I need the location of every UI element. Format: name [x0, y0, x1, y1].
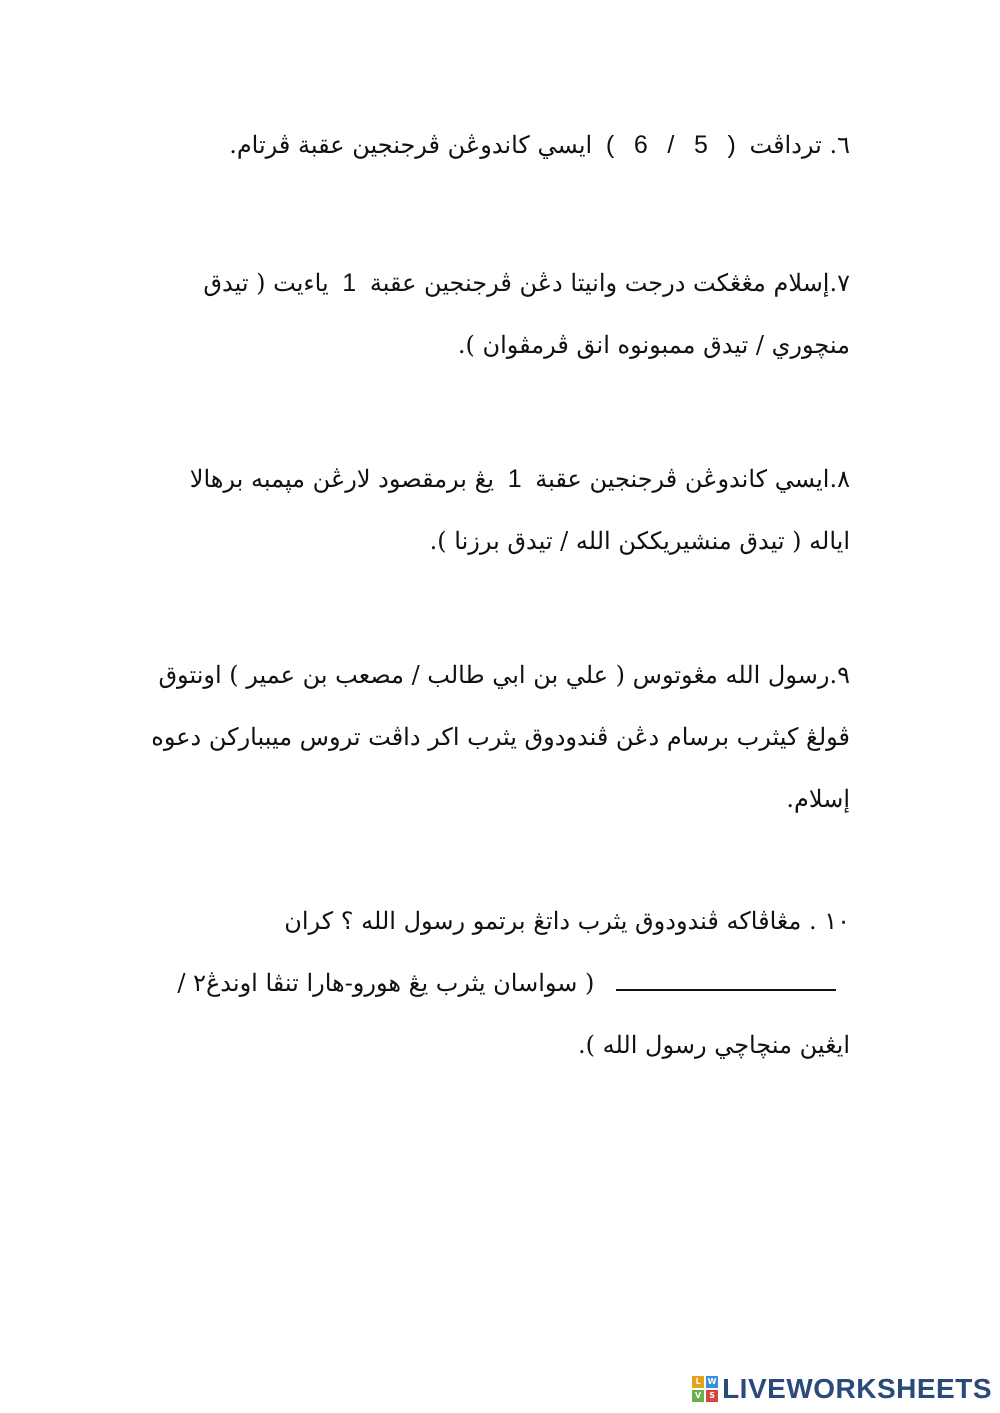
logo-letter: L	[692, 1376, 704, 1388]
question-8	[170, 448, 850, 572]
question-number: ٦.	[829, 131, 850, 159]
question-options[interactable]: ( سواسان يثرب يڠ هورو-هارا تنڤا اوندڠ٢ / ايڠين منچاچي رسول الله ).	[177, 969, 850, 1059]
question-text: ايسي كاندوڠن ڤرجنجين عقبة	[535, 465, 830, 493]
liveworksheets-logo	[692, 1371, 992, 1407]
question-number: ٩.	[829, 661, 850, 689]
question-number: ٧.	[829, 269, 850, 297]
option-separator: /	[667, 131, 675, 159]
question-text[interactable]: يڠ برمقصود لارڠن مپمبه برهالا اياله ( تيدق منشيريككن الله / تيدق برزنا ).	[189, 465, 850, 555]
question-number: ٨.	[829, 465, 850, 493]
number-one: 1	[507, 465, 522, 493]
option-b[interactable]: 6	[633, 131, 648, 159]
question-text: ترداڤت	[749, 131, 822, 159]
close-paren: )	[605, 131, 615, 159]
option-a[interactable]: 5	[693, 131, 708, 159]
number-one: 1	[342, 269, 357, 297]
open-paren: (	[727, 131, 736, 159]
question-9	[150, 644, 850, 830]
question-10	[120, 890, 850, 1076]
question-text: مڠاڤاكه ڤندودوق يثرب داتڠ برتمو رسول الله ؟ كران	[284, 907, 802, 935]
logo-letter: V	[692, 1390, 704, 1402]
question-number: ١٠ .	[808, 907, 850, 935]
logo-icon	[692, 1376, 718, 1402]
question-7	[170, 252, 850, 376]
question-text: إسلام مڠڠكت درجت وانيتا دڠن ڤرجنجين عقبة	[369, 269, 830, 297]
question-text[interactable]: رسول الله مڠوتوس ( علي بن ابي طالب / مصعب بن عمير ) اونتوق ڤولڠ كيثرب برسام دڠن ڤندودوق يثرب اكر داڤت تروس ميبباركن دعوه إسلام.	[151, 661, 850, 813]
answer-blank[interactable]	[616, 961, 836, 991]
brand-name: LIVEWORKSHEETS	[722, 1373, 992, 1404]
logo-letter: S	[706, 1390, 718, 1402]
question-text[interactable]: ياءيت ( تيدق منچوري / تيدق ممبونوه انق ڤرمڤوان ).	[203, 269, 850, 359]
question-6	[120, 114, 850, 176]
logo-letter: W	[707, 1377, 717, 1386]
question-text: ايسي كاندوڠن ڤرجنجين عقبة ڤرتام.	[229, 131, 593, 159]
